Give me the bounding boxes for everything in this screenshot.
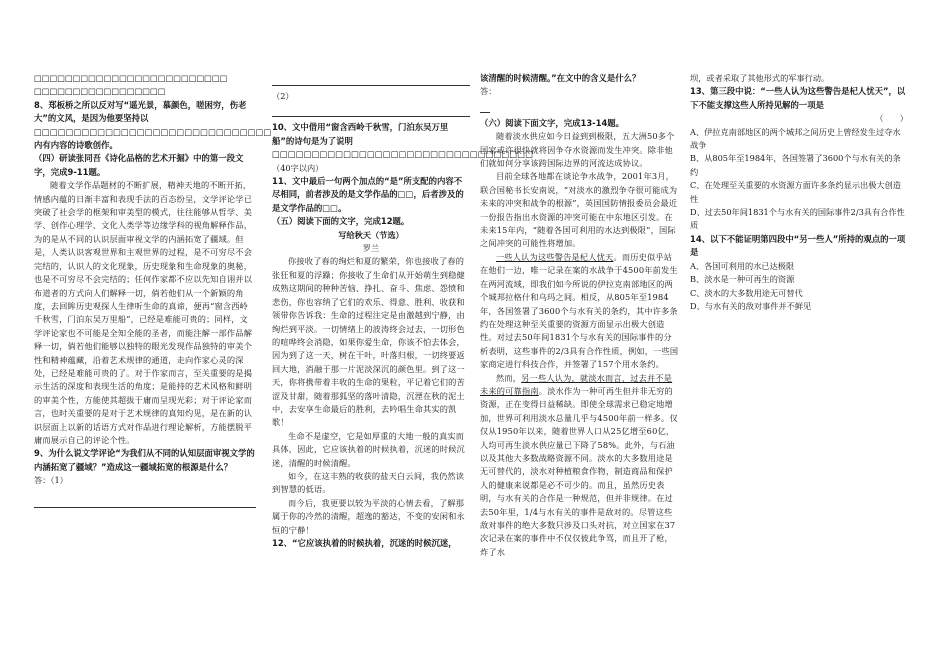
- question-10-note: （40字以内）: [272, 162, 324, 173]
- passage-text: 随着文学作品题材的不断扩展，精神天地的不断开拓，情感内蕴的日渐丰富和表现手法的百态纷呈，文学评论学已突破了社会学的框架和审美型的模式，往往能够从哲学、美学、创作心理学、文化人类学等边缘学科的视角解释作品，为的是从不同的认识层面审视文学的内涵拓宽了疆域。但是，人类认识客观世界和主观世界的过程，是不可穷尽不会完结的，认识人的文化现象，历史现象和生命现象的奥秘，也是不可穷尽不会完结的；任何作家都不应以先知自诩并以布道者的方式向人们解释一切，倘若他们从一个新颖的角度，去回眸历史观探人生律听生命的真谛，便再“窗含西岭千秋雪，门泊东吴万里船”，已经是难能可贵的；同样，文学评论家也不可能是全知全能的圣者，而能注解一部作品解释一切，倘若他们能够以独特的眼光发现作品独特的审美个性和精神蕴藏，沿着艺术规律的通道，走向作家心灵的深处，已经是难能可贵的了。对于作家而言，至关重要的是揭示生活的深度和表现生活的角度；是能持的艺术风格和鲜明的审美个性，方能使其超拔于庸而呈现光彩；对于评论家而言，也时关重要的是对于艺术规律的真知灼见，是在新的认识层面上以新的话语方式对作品进行理论解析，方能摆脱平庸而展示自己的评论个性。: [34, 180, 253, 445]
- underlined-phrase: 另一些人认为，就淡水而言，过去并不是未来的可靠指南: [480, 372, 673, 396]
- option-d[interactable]: D、过去50年间1831个与水有关的国际事件2/3具有合作性质: [690, 207, 905, 231]
- poem-paragraph-2: 生命不是虚空，它是如厚重的大地一般的真实而具体，因此，它应该执着的时候执着，沉迷的时候沉迷，清醒的时候清醒。: [272, 430, 465, 468]
- answer-line[interactable]: [34, 496, 256, 508]
- option-c[interactable]: C、在处理至关重要的水资源方面许多条约显示出极大创造性: [690, 180, 901, 204]
- poem-paragraph-1: 你接收了春的绚烂和夏的繁荣，你也接收了春的张狂和夏的浮躁；你接收了生命们从开始萌生到稳健成熟这期间的种种苦恼、挣扎、奋斗、焦虑、怨愤和悲伤，你也容纳了它们的欢乐、得意、胜利、收获和领带你告诉我：生命的过程注定是由激越到宁静，由绚烂到平淡。一切情绪上的波涛终会过去，一切形色的喧哗终会消隐，如果你爱生命，你该不怕去体会，因为到了这一天，树在干叶，叶落归根，一切终要返回大地，消融于那一片泥淡深沉的颜色里。到了这一天，你将携带着丰收的生命的果粒，平记着它们的苦涩及甘甜，随着那狐坚的落叶清隐，沉湮在秋的泥土中，去安享生命最后的胜利，去吟唱生命其实的凯歌！: [272, 256, 465, 428]
- column-3: [480, 72, 680, 559]
- question-13-options: [690, 126, 908, 233]
- question-8: 8、郑板桥之所以反对写“遥光景，慕颜色，嗟困穷，伤老大”的文风，是因为他要坚持以□□□□□□□□□□□□□□□□□□□□□□□□□□□□□□内有内容的诗歌创作。: [34, 99, 272, 151]
- option-a[interactable]: A、伊拉克南部地区的两个城邦之间历史上曾经发生过夺水战争: [690, 126, 901, 151]
- section-6-heading: （六）阅读下面文字，完成13-14题。: [480, 117, 625, 128]
- poem-paragraph-3: 如今，在这丰熟的收获的盐天白云间，我仍然读到智慧的低语。: [272, 470, 465, 495]
- answer-parentheses[interactable]: （ ）: [875, 113, 908, 124]
- question-9: 9、为什么说文学评论“为我们从不同的认知层面审视文学的内涵拓宽了疆域？”造成这一疆域拓宽的根源是什么？: [34, 448, 255, 472]
- column-4: [690, 72, 908, 313]
- article-paragraph-4: 然而，另一些人认为，就淡水而言，过去并不是未来的可靠指南。淡水作为一种可再生但并非无穷的资源，正在变得日益稀缺。即使全球需求已稳定地增加，世界可利用淡水总量几乎与4500年前一样多。仅仅从1950年以来，随着世界人口从25亿增至60亿，人均可再生淡水供应量已下降了58%。此外，与石油以及其他大多数战略资源不同。淡水的大多数用途是无可替代的，淡水对种植粮食作物，制造商品和保护人的健康来说都是必不可少的。而且，虽然历史表明，与水有关的合作是一种规范，但并非规律。在过去50年里，1/4与水有关的事件是敌对的。尽管这些敌对事件的绝大多数只涉及口头对抗，对立国家在37次记录在案的事件中不仅仅彼此争骂，而且开了枪，炸了水: [480, 372, 678, 557]
- column-1: [34, 72, 272, 512]
- answer-line[interactable]: [272, 74, 470, 86]
- answer-label: 答：（1）: [34, 475, 68, 486]
- option-d[interactable]: D、与水有关的敌对事件并不鲜见: [690, 300, 812, 311]
- question-12-cont: 该清醒的时候清醒。”在文中的含义是什么？: [480, 73, 641, 83]
- question-14: 14、以下不能证明第四段中“另一些人”所持的观点的一项是: [690, 233, 906, 258]
- section-5-heading: （五）阅读下面的文字，完成12题。: [272, 216, 410, 227]
- poem-paragraph-4: 而今后，我更要以较为平淡的心情去看，了解那属于你的冷然的清醒，超逸的豁达，不变的安闲和永恒的宁静！: [272, 497, 465, 535]
- answer-label: 答：: [480, 86, 497, 97]
- question-12: 12、“它应该执着的时候执着，沉迷的时候沉迷，: [272, 538, 457, 548]
- option-c[interactable]: C、淡水的大多数用途无可替代: [690, 287, 803, 298]
- article-paragraph-2: 目前全球各地都在谈论争水战争，2001年3月，联合国秘书长安南说，“对淡水的激烈争夺很可能成为未来的冲突和战争的根源”，英国国防情报委员会最近一份报告指出水资源的冲突可能在中东地区引发。在未来15年内，“随着各国可利用的水达到极限”，国际之间冲突的可能性将增加。: [480, 171, 678, 249]
- article-paragraph-1: 随着淡水供应如今日益到到极限，五大洲50多个国家或许很快就将因争夺水资源而发生冲突。除非他们就如何分享该跨国际边界的河流达成协议。: [480, 131, 675, 169]
- option-b[interactable]: B、淡水是一种可再生的资源: [690, 274, 795, 285]
- underlined-phrase: 一些人认为这些警告是杞人忧天: [496, 251, 614, 262]
- column-2: [272, 72, 534, 550]
- answer-label-2: （2）: [272, 91, 294, 101]
- option-a[interactable]: A、各国可利用的水已达极限: [690, 260, 795, 271]
- article-paragraph-3: 一些人认为这些警告是杞人忧天。而历史似乎站在他们一边，唯一记录在案的水战争于4500年前发生在两河流域，即我们如今所说的伊拉克南部地区的两个城邦拉格什和乌玛之间。相反，从805年至1984年，各国签署了3600个与水有关的条约，其中许多条约在处理这种至关重要的资源方面显示出极大创造性。对过去50年间1831个与水有关的国际事件的分析表明，这些事件的2/3具有合作性质，例如，一些国家商定进行科技合作，并签署了157个用水条约。: [480, 251, 679, 370]
- option-b[interactable]: B、从805年至1984年，各国签署了3600个与水有关的条约: [690, 153, 901, 177]
- box-row: □□□□□□□□□□□□□□□□□□□□□□□□□: [34, 73, 228, 83]
- poem-title: 写给秋天（节选）: [338, 229, 404, 240]
- question-13: 13、第三段中说：“一些人认为这些警告是杞人忧天”，以下不能支撑这些人所持见解的一项是: [690, 86, 906, 110]
- question-11: 11、文中最后一句两个加点的“是”所支配的内容不尽相同，前者涉及的是文学作品的□□，后者涉及的是文学作品的□□。: [272, 176, 464, 213]
- box-row: □□□□□□□□□□□□□□□□□: [34, 86, 166, 97]
- section-4-heading: （四）研读张同吾《诗化品格的艺术开掘》中的第一段文字，完成9-11题。: [34, 153, 244, 177]
- poem-author: 罗兰: [362, 243, 380, 254]
- answer-line[interactable]: [272, 105, 470, 117]
- answer-line[interactable]: [480, 101, 490, 113]
- question-10: 10、文中借用“窗含西岭千秋雪，门泊东吴万里船”的诗句是为了说明□□□□□□□□□□□□□□□□□□□□□□□□□□□□□□□□□: [272, 122, 534, 160]
- article-continuation: 坝，或者采取了其他形式的军事行动。: [690, 73, 830, 83]
- question-14-options: [690, 260, 908, 314]
